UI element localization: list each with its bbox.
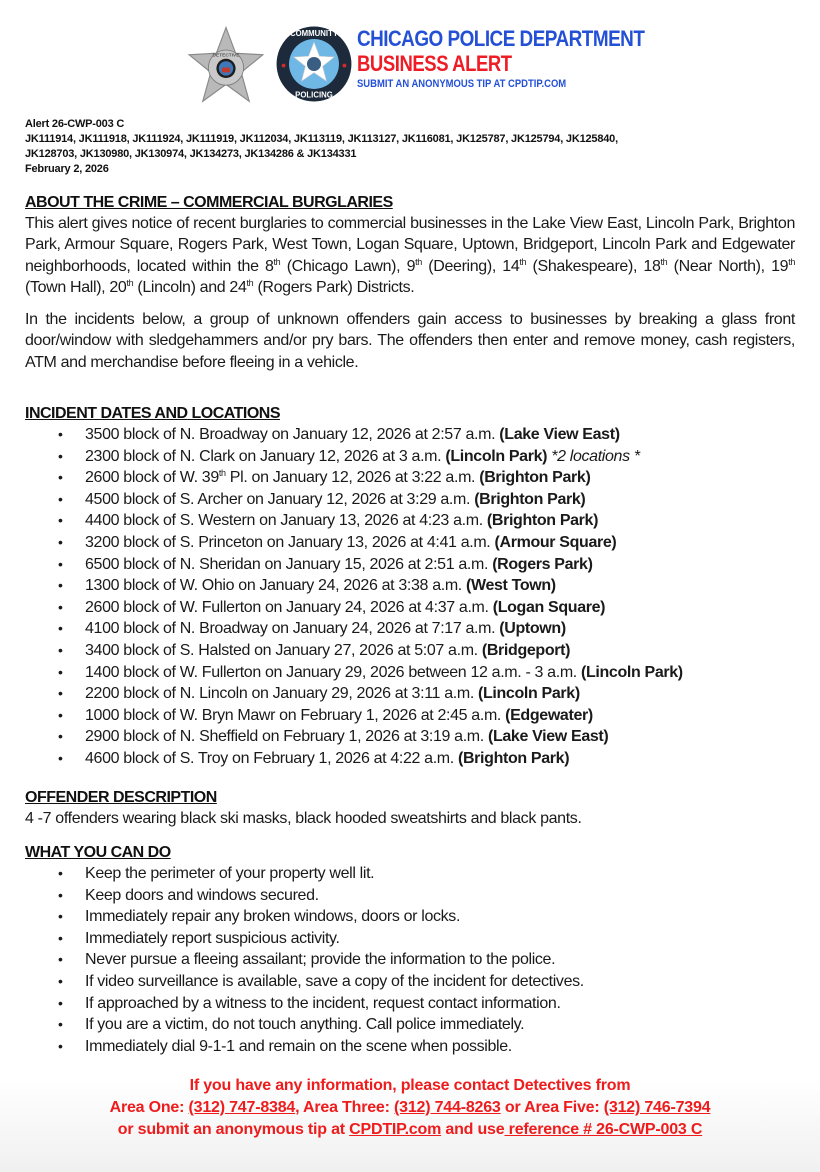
- bullet-icon: •: [58, 577, 63, 594]
- incident-text: 4100 block of N. Broadway on January 24, 2026 at 7:17 a.m.: [85, 620, 500, 638]
- superscript: th: [273, 256, 281, 267]
- bullet-icon: •: [58, 512, 63, 529]
- incident-text: 1400 block of W. Fullerton on January 29, 2026 between 12 a.m. - 3 a.m.: [85, 663, 581, 681]
- tips-list: [25, 863, 795, 1057]
- list-item: [25, 705, 795, 727]
- text: (Near North), 19: [667, 257, 789, 275]
- alert-header: [185, 22, 645, 112]
- incident-text: 2900 block of N. Sheffield on February 1, 2026 at 3:19 a.m.: [85, 728, 488, 746]
- incident-note: *2 locations *: [547, 447, 640, 465]
- about-heading: ABOUT THE CRIME – COMMERCIAL BURGLARIES: [25, 194, 393, 211]
- svg-text:POLICING: POLICING: [295, 90, 333, 100]
- neighborhood: (Armour Square): [494, 533, 617, 551]
- incident-text: 2600 block of W. 39: [85, 469, 219, 487]
- incident-text: 2200 block of N. Lincoln on January 29, 2026 at 3:11 a.m.: [85, 685, 479, 703]
- about-paragraph-1: [25, 213, 795, 298]
- list-item: [25, 554, 795, 576]
- svg-text:COMMUNITY: COMMUNITY: [289, 28, 339, 38]
- neighborhood: (Lake View East): [499, 426, 620, 443]
- incident-text: 3200 block of S. Princeton on January 13, 2026 at 4:41 a.m.: [85, 533, 495, 551]
- tip-text: If approached by a witness to the incident, request contact information.: [85, 994, 561, 1012]
- footer-line-3: [0, 1119, 820, 1141]
- neighborhood: (Brighton Park): [486, 512, 599, 530]
- bullet-icon: •: [58, 886, 63, 903]
- what-you-can-do-heading: WHAT YOU CAN DO: [25, 844, 171, 861]
- about-section: [25, 193, 795, 373]
- tip-line: SUBMIT AN ANONYMOUS TIP AT CPDTIP.COM: [357, 78, 567, 90]
- neighborhood: (West Town): [466, 577, 556, 595]
- list-item: [25, 640, 795, 662]
- superscript: th: [126, 277, 134, 288]
- incidents-heading: INCIDENT DATES AND LOCATIONS: [25, 405, 281, 422]
- footer-line-2: [0, 1097, 820, 1119]
- superscript: th: [519, 256, 527, 267]
- list-item: [25, 906, 795, 928]
- text: (Shakespeare), 18: [526, 257, 661, 275]
- bullet-icon: •: [58, 598, 63, 615]
- area-five-phone-link[interactable]: (312) 746-7394: [603, 1099, 711, 1116]
- list-item: [25, 993, 795, 1015]
- offender-heading: OFFENDER DESCRIPTION: [25, 789, 217, 806]
- alert-meta: [25, 117, 805, 177]
- alert-type-title: BUSINESS ALERT: [357, 51, 512, 76]
- list-item: [25, 971, 795, 993]
- case-numbers-line-2: JK128703, JK130980, JK130974, JK134273, JK134286 & JK134331: [25, 148, 357, 160]
- neighborhood: (Lincoln Park): [581, 663, 683, 681]
- bullet-icon: •: [58, 426, 63, 442]
- bullet-icon: •: [58, 555, 63, 572]
- incident-text: 3400 block of S. Halsted on January 27, 2026 at 5:07 a.m.: [85, 641, 482, 659]
- offender-section: [25, 788, 795, 829]
- tip-text: Keep the perimeter of your property well lit.: [85, 865, 375, 882]
- list-item: [25, 885, 795, 907]
- neighborhood: (Logan Square): [492, 598, 606, 616]
- svg-text:DETECTIVE: DETECTIVE: [212, 53, 240, 59]
- incident-text: 6500 block of N. Sheridan on January 15, 2026 at 2:51 a.m.: [85, 555, 493, 573]
- list-item: [25, 928, 795, 950]
- contact-footer: [0, 1075, 820, 1141]
- bullet-icon: •: [58, 865, 63, 881]
- bullet-icon: •: [58, 663, 63, 680]
- incidents-section: [25, 404, 795, 770]
- list-item: [25, 863, 795, 885]
- list-item: [25, 446, 795, 468]
- list-item: [25, 597, 795, 619]
- incident-text: Pl. on January 12, 2026 at 3:22 a.m.: [225, 469, 480, 487]
- incident-text: 4400 block of S. Western on January 13, 2026 at 4:23 a.m.: [85, 512, 487, 530]
- list-item: [25, 1014, 795, 1036]
- tip-text: Never pursue a fleeing assailant; provide the information to the police.: [85, 951, 556, 969]
- bullet-icon: •: [58, 972, 63, 989]
- header-text-block: [357, 26, 691, 92]
- list-item: [25, 748, 795, 770]
- bullet-icon: •: [58, 641, 63, 658]
- neighborhood: (Lake View East): [487, 728, 609, 746]
- incident-text: 1300 block of W. Ohio on January 24, 2026 at 3:38 a.m.: [85, 577, 467, 595]
- neighborhood: (Brighton Park): [479, 469, 591, 487]
- bullet-icon: •: [58, 469, 63, 486]
- list-item: [25, 1036, 795, 1058]
- list-item: [25, 726, 795, 748]
- incident-text: 4500 block of S. Archer on January 12, 2026 at 3:29 a.m.: [85, 490, 475, 508]
- area-one-phone-link[interactable]: (312) 747-8384: [188, 1099, 296, 1116]
- bullet-icon: •: [58, 533, 63, 550]
- list-item: [25, 683, 795, 705]
- area-five-label: or Area Five:: [500, 1099, 604, 1116]
- bullet-icon: •: [58, 994, 63, 1011]
- neighborhood: (Brighton Park): [457, 749, 570, 767]
- offender-description: 4 -7 offenders wearing black ski masks, black hooded sweatshirts and black pants.: [25, 810, 582, 827]
- alert-date: February 2, 2026: [25, 163, 109, 175]
- text: This alert gives notice of recent burglaries to commercial businesses in the Lake View East, Lincoln Park, Brighton Park, Armour Square, Rogers Park, West Town, Logan Square, Uptown, Bridgeport, Lincoln Park and Edgewater neighborhoods, located within the 8: [25, 215, 795, 275]
- list-item: [25, 618, 795, 640]
- neighborhood: (Brighton Park): [474, 490, 586, 508]
- list-item: [25, 662, 795, 684]
- tip-text: Immediately dial 9-1-1 and remain on the scene when possible.: [85, 1037, 512, 1055]
- list-item: [25, 489, 795, 511]
- bullet-icon: •: [58, 620, 63, 637]
- area-three-label: , Area Three:: [295, 1099, 395, 1116]
- bullet-icon: •: [58, 728, 63, 745]
- superscript: th: [246, 277, 254, 288]
- neighborhood: (Uptown): [499, 620, 566, 638]
- list-item: [25, 467, 795, 489]
- neighborhood: (Edgewater): [505, 706, 593, 724]
- list-item: [25, 510, 795, 532]
- incident-text: 2300 block of N. Clark on January 12, 2026 at 3 a.m.: [85, 447, 446, 465]
- bullet-icon: •: [58, 951, 63, 968]
- superscript: th: [660, 256, 668, 267]
- incident-text: 3500 block of N. Broadway on January 12, 2026 at 2:57 a.m.: [85, 426, 500, 443]
- bullet-icon: •: [58, 749, 63, 766]
- alert-id: Alert 26-CWP-003 C: [25, 118, 125, 130]
- tip-text: Keep doors and windows secured.: [85, 886, 319, 904]
- footer-line-1: If you have any information, please contact Detectives from: [189, 1077, 631, 1094]
- superscript: th: [218, 468, 226, 479]
- tip-text: If you are a victim, do not touch anything. Call police immediately.: [85, 1016, 525, 1034]
- bullet-icon: •: [58, 1016, 63, 1033]
- text: (Chicago Lawn), 9: [280, 257, 416, 275]
- list-item: [25, 949, 795, 971]
- tip-text: If video surveillance is available, save a copy of the incident for detectives.: [85, 972, 584, 990]
- bullet-icon: •: [58, 447, 63, 464]
- tip-suffix: and use: [441, 1121, 505, 1138]
- list-item: [25, 575, 795, 597]
- bullet-icon: •: [58, 490, 63, 507]
- tip-text: Immediately report suspicious activity.: [85, 929, 340, 947]
- bullet-icon: •: [58, 929, 63, 946]
- community-policing-badge-icon: [275, 24, 353, 104]
- text: (Town Hall), 20: [25, 278, 127, 296]
- case-numbers-line-1: JK111914, JK111918, JK111924, JK111919, JK112034, JK113119, JK113127, JK116081, JK125787, JK125794, JK125840,: [25, 133, 618, 145]
- incident-text: 1000 block of W. Bryn Mawr on February 1, 2026 at 2:45 a.m.: [85, 706, 506, 724]
- text: (Deering), 14: [421, 257, 520, 275]
- text: (Rogers Park) Districts.: [253, 278, 415, 296]
- bullet-icon: •: [58, 1037, 63, 1054]
- bullet-icon: •: [58, 685, 63, 702]
- incident-list: [25, 424, 795, 770]
- tip-text: Immediately repair any broken windows, doors or locks.: [85, 908, 461, 926]
- neighborhood: (Lincoln Park): [478, 685, 580, 703]
- text: (Lincoln) and 24: [133, 278, 247, 296]
- incident-text: 2600 block of W. Fullerton on January 24, 2026 at 4:37 a.m.: [85, 598, 493, 616]
- superscript: th: [415, 256, 422, 267]
- superscript: th: [788, 256, 796, 267]
- bullet-icon: •: [58, 706, 63, 723]
- neighborhood: (Bridgeport): [481, 641, 571, 659]
- area-one-label: Area One:: [109, 1099, 189, 1116]
- tip-prefix: or submit an anonymous tip at: [117, 1121, 350, 1138]
- detective-star-badge-icon: [185, 26, 267, 106]
- bullet-icon: •: [58, 908, 63, 925]
- neighborhood: (Lincoln Park): [445, 447, 548, 465]
- department-title: CHICAGO POLICE DEPARTMENT: [357, 26, 645, 51]
- about-paragraph-2: In the incidents below, a group of unknown offenders gain access to businesses by breaking a glass front door/window with sledgehammers and/or pry bars. The offenders then enter and remove money, cash registers, ATM and merchandise before fleeing in a vehicle.: [25, 311, 795, 371]
- reference-number-link[interactable]: reference # 26-CWP-003 C: [504, 1121, 703, 1138]
- neighborhood: (Rogers Park): [492, 555, 593, 573]
- cpdtip-link[interactable]: CPDTIP.com: [349, 1121, 442, 1138]
- incident-text: 4600 block of S. Troy on February 1, 2026 at 4:22 a.m.: [85, 749, 458, 767]
- area-three-phone-link[interactable]: (312) 744-8263: [394, 1099, 501, 1116]
- list-item: [25, 532, 795, 554]
- what-you-can-do-section: [25, 843, 795, 1057]
- list-item: [25, 424, 795, 446]
